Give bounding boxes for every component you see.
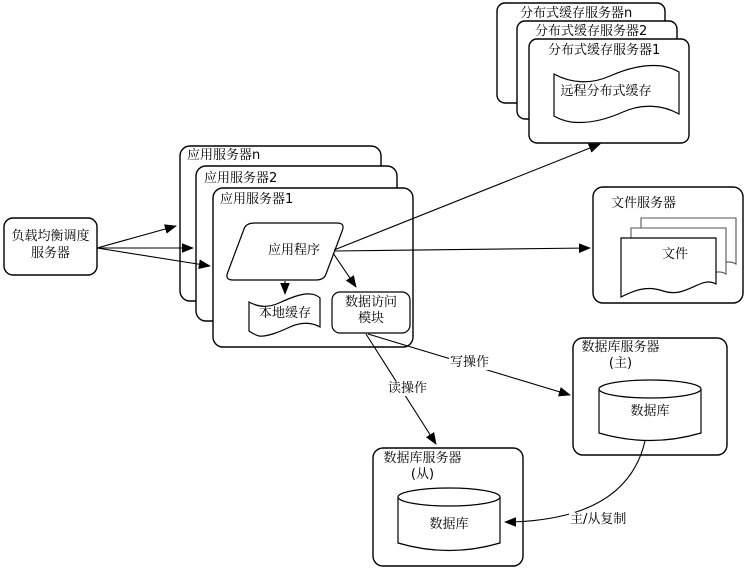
db-slave-label-line2: (从) [410, 467, 435, 482]
arrow-lb-to-app-back [97, 226, 176, 248]
cache-server-middle-label: 分布式缓存服务器2 [535, 24, 648, 39]
local-cache-label: 本地缓存 [258, 306, 311, 321]
data-access-module-label-line2: 模块 [357, 311, 384, 326]
read-operation-label: 读操作 [388, 381, 428, 396]
remote-cache-label: 远程分布式缓存 [560, 84, 652, 99]
write-operation-label: 写操作 [450, 355, 490, 370]
db-master-cylinder-label: 数据库 [630, 404, 670, 419]
file-server-label: 文件服务器 [611, 196, 677, 211]
file-label: 文件 [661, 247, 688, 262]
cache-server-front-label: 分布式缓存服务器1 [548, 43, 661, 58]
cache-server-back-label: 分布式缓存服务器n [520, 6, 633, 21]
db-master-label [578, 340, 663, 372]
db-slave-label [380, 451, 465, 483]
db-master-label-line1: 数据库服务器 [581, 340, 660, 355]
load-balancer-label-line1: 负载均衡调度 [11, 229, 90, 244]
replication-label: 主/从复制 [570, 512, 627, 527]
app-server-back-label: 应用服务器n [187, 148, 261, 163]
data-access-module-label [332, 295, 410, 327]
data-access-module-label-line1: 数据访问 [344, 295, 397, 310]
db-master-cylinder-top [599, 380, 701, 398]
db-slave-cylinder-label: 数据库 [429, 517, 469, 532]
db-master-label-line2: (主) [608, 356, 633, 371]
load-balancer-label [4, 228, 97, 262]
load-balancer-label-line2: 服务器 [30, 246, 70, 261]
app-program-label: 应用程序 [267, 243, 320, 258]
db-slave-label-line1: 数据库服务器 [383, 451, 462, 466]
app-server-front-label: 应用服务器1 [220, 192, 294, 207]
db-slave-cylinder-top [398, 488, 500, 506]
app-server-middle-label: 应用服务器2 [204, 171, 278, 186]
